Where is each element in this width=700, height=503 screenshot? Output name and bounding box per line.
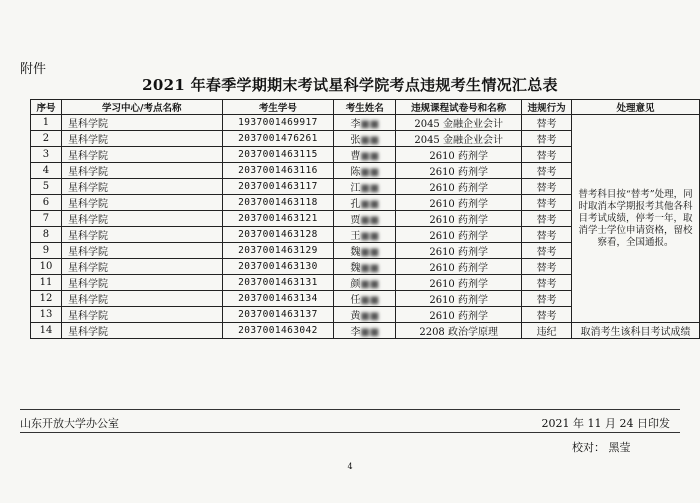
cell-course: 2610 药剂学 [396,275,522,291]
cell-center: 星科学院 [61,179,222,195]
cell-violation: 替考 [522,115,572,131]
cell-student-id: 2037001463116 [222,163,334,179]
cell-course: 2045 金融企业会计 [396,115,522,131]
footer-bottom-rule [20,432,680,433]
redacted-name-mask: ■■ [360,247,380,259]
cell-no: 12 [31,291,62,307]
cell-center: 星科学院 [61,115,222,131]
cell-course: 2610 药剂学 [396,163,522,179]
cell-no: 1 [31,115,62,131]
cell-name [334,195,396,211]
cell-student-id: 2037001463117 [222,179,334,195]
cell-course: 2610 药剂学 [396,179,522,195]
cell-no: 13 [31,307,62,323]
cell-no: 7 [31,211,62,227]
cell-name [334,147,396,163]
cell-course: 2610 药剂学 [396,291,522,307]
cell-center: 星科学院 [61,147,222,163]
redacted-name-mask: ■■ [360,231,380,243]
proofreader: 校对： 黑莹 [572,441,631,454]
cell-no: 6 [31,195,62,211]
cell-center: 星科学院 [61,211,222,227]
cell-student-id: 2037001463128 [222,227,334,243]
cell-violation: 替考 [522,179,572,195]
table-row [31,115,700,131]
cell-course: 2610 药剂学 [396,307,522,323]
cell-course: 2045 金融企业会计 [396,131,522,147]
cell-center: 星科学院 [61,243,222,259]
header-center: 学习中心/考点名称 [61,100,222,115]
cell-center: 星科学院 [61,259,222,275]
student-name: 曹 [350,151,361,163]
cell-course: 2610 药剂学 [396,259,522,275]
student-name: 魏 [350,247,361,259]
student-name: 任 [350,295,361,307]
cell-course: 2610 药剂学 [396,147,522,163]
cell-violation: 替考 [522,163,572,179]
cell-student-id: 2037001463134 [222,291,334,307]
footer-top-rule [20,409,680,410]
cell-course: 2610 药剂学 [396,195,522,211]
cell-violation: 替考 [522,291,572,307]
cell-name [334,131,396,147]
cell-no: 5 [31,179,62,195]
header-violation: 违规行为 [522,100,572,115]
header-remark: 处理意见 [572,100,700,115]
student-name: 黄 [350,311,361,323]
redacted-name-mask: ■■ [360,183,380,195]
cell-name [334,163,396,179]
student-name: 张 [350,135,361,147]
cell-center: 星科学院 [61,275,222,291]
cell-violation: 替考 [522,243,572,259]
cell-center: 星科学院 [61,323,222,339]
document-title: 2021 年春季学期期末考试星科学院考点违规考生情况汇总表 [142,76,558,94]
cell-name [334,211,396,227]
cell-course: 2610 药剂学 [396,243,522,259]
cell-name [334,291,396,307]
redacted-name-mask: ■■ [360,119,380,131]
header-no: 序号 [31,100,62,115]
redacted-name-mask: ■■ [360,295,380,307]
redacted-name-mask: ■■ [360,135,380,147]
cell-name [334,115,396,131]
student-name: 孔 [350,199,361,211]
cell-center: 星科学院 [61,131,222,147]
redacted-name-mask: ■■ [360,263,380,275]
cell-violation: 违纪 [522,323,572,339]
cell-student-id: 2037001463042 [222,323,334,339]
redacted-name-mask: ■■ [360,311,380,323]
page-number: 4 [347,462,353,471]
table-header-row [31,100,700,115]
cell-student-id: 2037001463118 [222,195,334,211]
student-name: 陈 [350,167,361,179]
cell-no: 11 [31,275,62,291]
cell-no: 10 [31,259,62,275]
cell-course: 2208 政治学原理 [396,323,522,339]
header-student-id: 考生学号 [222,100,334,115]
redacted-name-mask: ■■ [360,199,380,211]
cell-no: 14 [31,323,62,339]
student-name: 李 [350,119,361,131]
table-row [31,323,700,339]
cell-student-id: 2037001463130 [222,259,334,275]
cell-no: 2 [31,131,62,147]
cell-no: 4 [31,163,62,179]
cell-student-id: 2037001476261 [222,131,334,147]
student-name: 李 [350,327,361,339]
cell-violation: 替考 [522,131,572,147]
student-name: 贾 [350,215,361,227]
cell-student-id: 2037001463115 [222,147,334,163]
redacted-name-mask: ■■ [360,327,380,339]
cell-course: 2610 药剂学 [396,211,522,227]
header-course: 违规课程试卷号和名称 [396,100,522,115]
cell-center: 星科学院 [61,291,222,307]
header-name: 考生姓名 [334,100,396,115]
redacted-name-mask: ■■ [360,215,380,227]
student-name: 王 [350,231,361,243]
student-name: 魏 [350,263,361,275]
cell-course: 2610 药剂学 [396,227,522,243]
cell-violation: 替考 [522,195,572,211]
cell-student-id: 2037001463131 [222,275,334,291]
cell-name [334,179,396,195]
attachment-label: 附件 [20,62,47,77]
cell-no: 3 [31,147,62,163]
cell-name [334,275,396,291]
redacted-name-mask: ■■ [360,151,380,163]
cell-center: 星科学院 [61,195,222,211]
cell-student-id: 1937001469917 [222,115,334,131]
cell-center: 星科学院 [61,163,222,179]
redacted-name-mask: ■■ [360,279,380,291]
cell-name [334,307,396,323]
issue-date: 2021 年 11 月 24 日印发 [541,417,670,430]
cell-name [334,227,396,243]
violations-table [30,99,700,339]
redacted-name-mask: ■■ [360,167,380,179]
cell-violation: 替考 [522,275,572,291]
cell-center: 星科学院 [61,307,222,323]
cell-violation: 替考 [522,211,572,227]
cell-name [334,323,396,339]
student-name: 颜 [350,279,361,291]
cell-student-id: 2037001463121 [222,211,334,227]
cell-violation: 替考 [522,147,572,163]
cell-student-id: 2037001463137 [222,307,334,323]
cell-no: 9 [31,243,62,259]
cell-no: 8 [31,227,62,243]
cell-violation: 替考 [522,307,572,323]
cell-remark-group: 替考科目按“替考”处理，同时取消本学期报考其他各科目考试成绩，停考一年，取消学士学位申请资格，留校察看，全国通报。 [572,115,700,323]
cell-center: 星科学院 [61,227,222,243]
cell-violation: 替考 [522,259,572,275]
cell-remark-last: 取消考生该科目考试成绩 [572,323,700,339]
cell-violation: 替考 [522,227,572,243]
cell-name [334,243,396,259]
student-name: 江 [350,183,361,195]
table-body [31,115,700,339]
cell-name [334,259,396,275]
issuing-office: 山东开放大学办公室 [20,417,119,430]
cell-student-id: 2037001463129 [222,243,334,259]
